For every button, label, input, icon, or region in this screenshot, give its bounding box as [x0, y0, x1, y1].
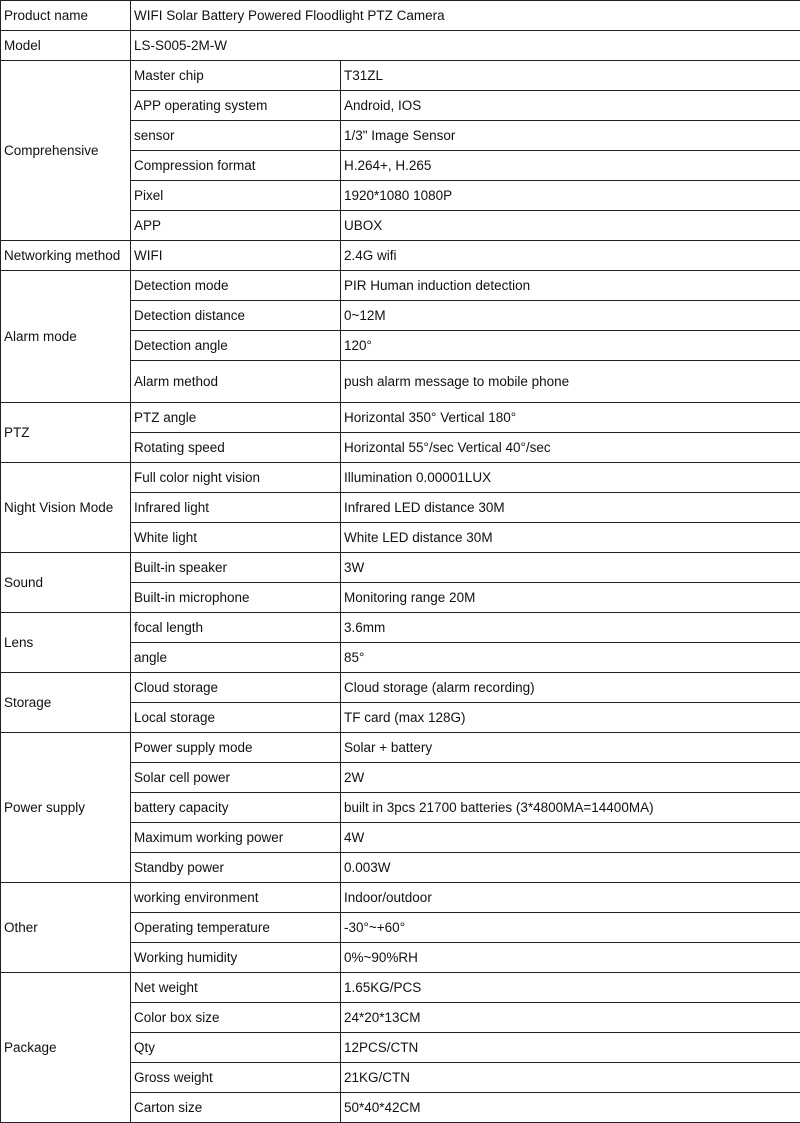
spec-row: [1, 61, 800, 91]
parameter-cell: Full color night vision: [131, 463, 341, 493]
value-cell: -30°~+60°: [341, 913, 800, 943]
value-cell: 2.4G wifi: [341, 241, 800, 271]
value-cell: Horizontal 350° Vertical 180°: [341, 403, 800, 433]
parameter-cell: Detection mode: [131, 271, 341, 301]
top-label: Model: [1, 31, 131, 61]
top-label: Product name: [1, 1, 131, 31]
category-cell: Storage: [1, 673, 131, 733]
value-cell: 2W: [341, 763, 800, 793]
parameter-cell: Qty: [131, 1033, 341, 1063]
spec-row: [1, 553, 800, 583]
value-cell: 120°: [341, 331, 800, 361]
category-cell: PTZ: [1, 403, 131, 463]
value-cell: T31ZL: [341, 61, 800, 91]
parameter-cell: Infrared light: [131, 493, 341, 523]
parameter-cell: Detection angle: [131, 331, 341, 361]
parameter-cell: Cloud storage: [131, 673, 341, 703]
value-cell: Android, IOS: [341, 91, 800, 121]
spec-row: [1, 733, 800, 763]
value-cell: 3W: [341, 553, 800, 583]
value-cell: Indoor/outdoor: [341, 883, 800, 913]
parameter-cell: Built-in speaker: [131, 553, 341, 583]
value-cell: Illumination 0.00001LUX: [341, 463, 800, 493]
spec-row: [1, 271, 800, 301]
parameter-cell: WIFI: [131, 241, 341, 271]
top-value: LS-S005-2M-W: [131, 31, 800, 61]
value-cell: H.264+, H.265: [341, 151, 800, 181]
value-cell: White LED distance 30M: [341, 523, 800, 553]
parameter-cell: PTZ angle: [131, 403, 341, 433]
top-row: [1, 31, 800, 61]
category-cell: Lens: [1, 613, 131, 673]
parameter-cell: Pixel: [131, 181, 341, 211]
parameter-cell: Compression format: [131, 151, 341, 181]
parameter-cell: Built-in microphone: [131, 583, 341, 613]
parameter-cell: Carton size: [131, 1093, 341, 1123]
parameter-cell: Gross weight: [131, 1063, 341, 1093]
parameter-cell: APP operating system: [131, 91, 341, 121]
category-cell: Alarm mode: [1, 271, 131, 403]
value-cell: PIR Human induction detection: [341, 271, 800, 301]
parameter-cell: Color box size: [131, 1003, 341, 1033]
value-cell: 1920*1080 1080P: [341, 181, 800, 211]
value-cell: Monitoring range 20M: [341, 583, 800, 613]
value-cell: 1/3" Image Sensor: [341, 121, 800, 151]
value-cell: Cloud storage (alarm recording): [341, 673, 800, 703]
parameter-cell: focal length: [131, 613, 341, 643]
parameter-cell: APP: [131, 211, 341, 241]
top-row: [1, 1, 800, 31]
value-cell: 1.65KG/PCS: [341, 973, 800, 1003]
category-cell: Package: [1, 973, 131, 1123]
parameter-cell: Power supply mode: [131, 733, 341, 763]
parameter-cell: Net weight: [131, 973, 341, 1003]
category-cell: Night Vision Mode: [1, 463, 131, 553]
spec-row: [1, 463, 800, 493]
parameter-cell: White light: [131, 523, 341, 553]
value-cell: UBOX: [341, 211, 800, 241]
value-cell: 85°: [341, 643, 800, 673]
value-cell: Infrared LED distance 30M: [341, 493, 800, 523]
value-cell: 12PCS/CTN: [341, 1033, 800, 1063]
value-cell: 3.6mm: [341, 613, 800, 643]
top-value: WIFI Solar Battery Powered Floodlight PTZ Camera: [131, 1, 800, 31]
category-cell: Other: [1, 883, 131, 973]
value-cell: 0.003W: [341, 853, 800, 883]
value-cell: Solar + battery: [341, 733, 800, 763]
value-cell: Horizontal 55°/sec Vertical 40°/sec: [341, 433, 800, 463]
value-cell: TF card (max 128G): [341, 703, 800, 733]
parameter-cell: sensor: [131, 121, 341, 151]
category-cell: Comprehensive: [1, 61, 131, 241]
parameter-cell: Master chip: [131, 61, 341, 91]
parameter-cell: working environment: [131, 883, 341, 913]
parameter-cell: Local storage: [131, 703, 341, 733]
spec-row: [1, 241, 800, 271]
value-cell: 0%~90%RH: [341, 943, 800, 973]
parameter-cell: Working humidity: [131, 943, 341, 973]
parameter-cell: Solar cell power: [131, 763, 341, 793]
spec-row: [1, 973, 800, 1003]
parameter-cell: Rotating speed: [131, 433, 341, 463]
parameter-cell: Detection distance: [131, 301, 341, 331]
value-cell: 0~12M: [341, 301, 800, 331]
category-cell: Networking method: [1, 241, 131, 271]
parameter-cell: Alarm method: [131, 361, 341, 403]
spec-row: [1, 883, 800, 913]
value-cell: push alarm message to mobile phone: [341, 361, 800, 403]
parameter-cell: angle: [131, 643, 341, 673]
parameter-cell: Standby power: [131, 853, 341, 883]
value-cell: 50*40*42CM: [341, 1093, 800, 1123]
spec-row: [1, 673, 800, 703]
value-cell: built in 3pcs 21700 batteries (3*4800MA=14400MA): [341, 793, 800, 823]
category-cell: Sound: [1, 553, 131, 613]
parameter-cell: Maximum working power: [131, 823, 341, 853]
spec-row: [1, 613, 800, 643]
parameter-cell: Operating temperature: [131, 913, 341, 943]
value-cell: 4W: [341, 823, 800, 853]
parameter-cell: battery capacity: [131, 793, 341, 823]
spec-row: [1, 403, 800, 433]
value-cell: 21KG/CTN: [341, 1063, 800, 1093]
value-cell: 24*20*13CM: [341, 1003, 800, 1033]
category-cell: Power supply: [1, 733, 131, 883]
spec-table-body: [1, 1, 800, 1123]
